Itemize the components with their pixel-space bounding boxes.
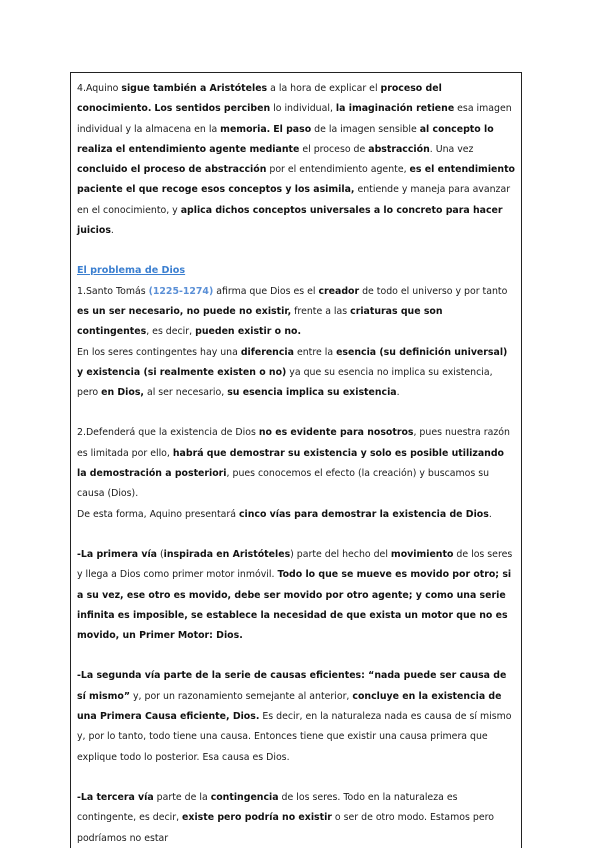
paragraph-tercera-via: -La tercera vía parte de la contingencia de los seres. Todo en la naturaleza es contingente, es decir, existe pero podría no existir o ser de otro modo. Estamos pero podríamos no estar [77,791,495,844]
paragraph-primera-via: -La primera vía (inspirada en Aristóteles) parte del hecho del movimiento de los seres y llega a Dios como primer motor inmóvil. Todo lo que se mueve es movido por otro; si a su vez, ese otro es movido, debe ser movido por otro agente; y como una serie infinita es imposible, se establece la necesidad de que exista un motor que no es movido, un Primer Motor: Dios. [77,548,513,642]
document-box [70,72,522,848]
paragraph-conocimiento: 4.Aquino sigue también a Aristóteles a la hora de explicar el proceso del conocimiento. Los sentidos perciben lo individual, la imaginación retiene esa imagen individual y la almacena en la memoria. El paso de la imagen sensible al concepto lo realiza el entendimiento agente mediante el proceso de abstracción. Una vez concluido el proceso de abstracción por el entendimiento agente, es el entendimiento paciente el que recoge esos conceptos y los asimila, entiende y maneja para avanzar en el conocimiento, y aplica dichos conceptos universales a lo concreto para hacer juicios. [77,83,515,237]
paragraph-segunda-via: -La segunda vía parte de la serie de causas eficientes: “nada puede ser causa de sí mismo” y, por un razonamiento semejante al anterior, concluye en la existencia de una Primera Causa eficiente, Dios. Es decir, en la naturaleza nada es causa de sí mismo y, por lo tanto, todo tiene una causa. Entonces tiene que existir una causa primera que explique todo lo posterior. Esa causa es Dios. [77,670,512,763]
paragraph-existencia-no-evidente: 2.Defenderá que la existencia de Dios no es evidente para nosotros, pues nuestra razón es limitada por ello, habrá que demostrar su existencia y solo es posible utilizando la demostración a posteriori, pues conocemos el efecto (la creación) y buscamos su causa (Dios). [77,427,510,500]
paragraph-cinco-vias: De esta forma, Aquino presentará cinco vías para demostrar la existencia de Dios. [77,508,492,520]
paragraph-seres-contingentes: En los seres contingentes hay una diferencia entre la esencia (su definición universal) y existencia (si realmente existen o no) ya que su esencia no implica su existencia, pero en Dios, al ser necesario, su esencia implica su existencia. [77,346,508,399]
section-heading-problema-de-dios[interactable]: El problema de Dios [77,265,186,277]
paragraph-santo-tomas: 1.Santo Tomás (1225-1274) afirma que Dios es el creador de todo el universo y por tanto es un ser necesario, no puede no existir, frente a las criaturas que son contingentes, es decir, pueden existir o no. [77,285,508,338]
